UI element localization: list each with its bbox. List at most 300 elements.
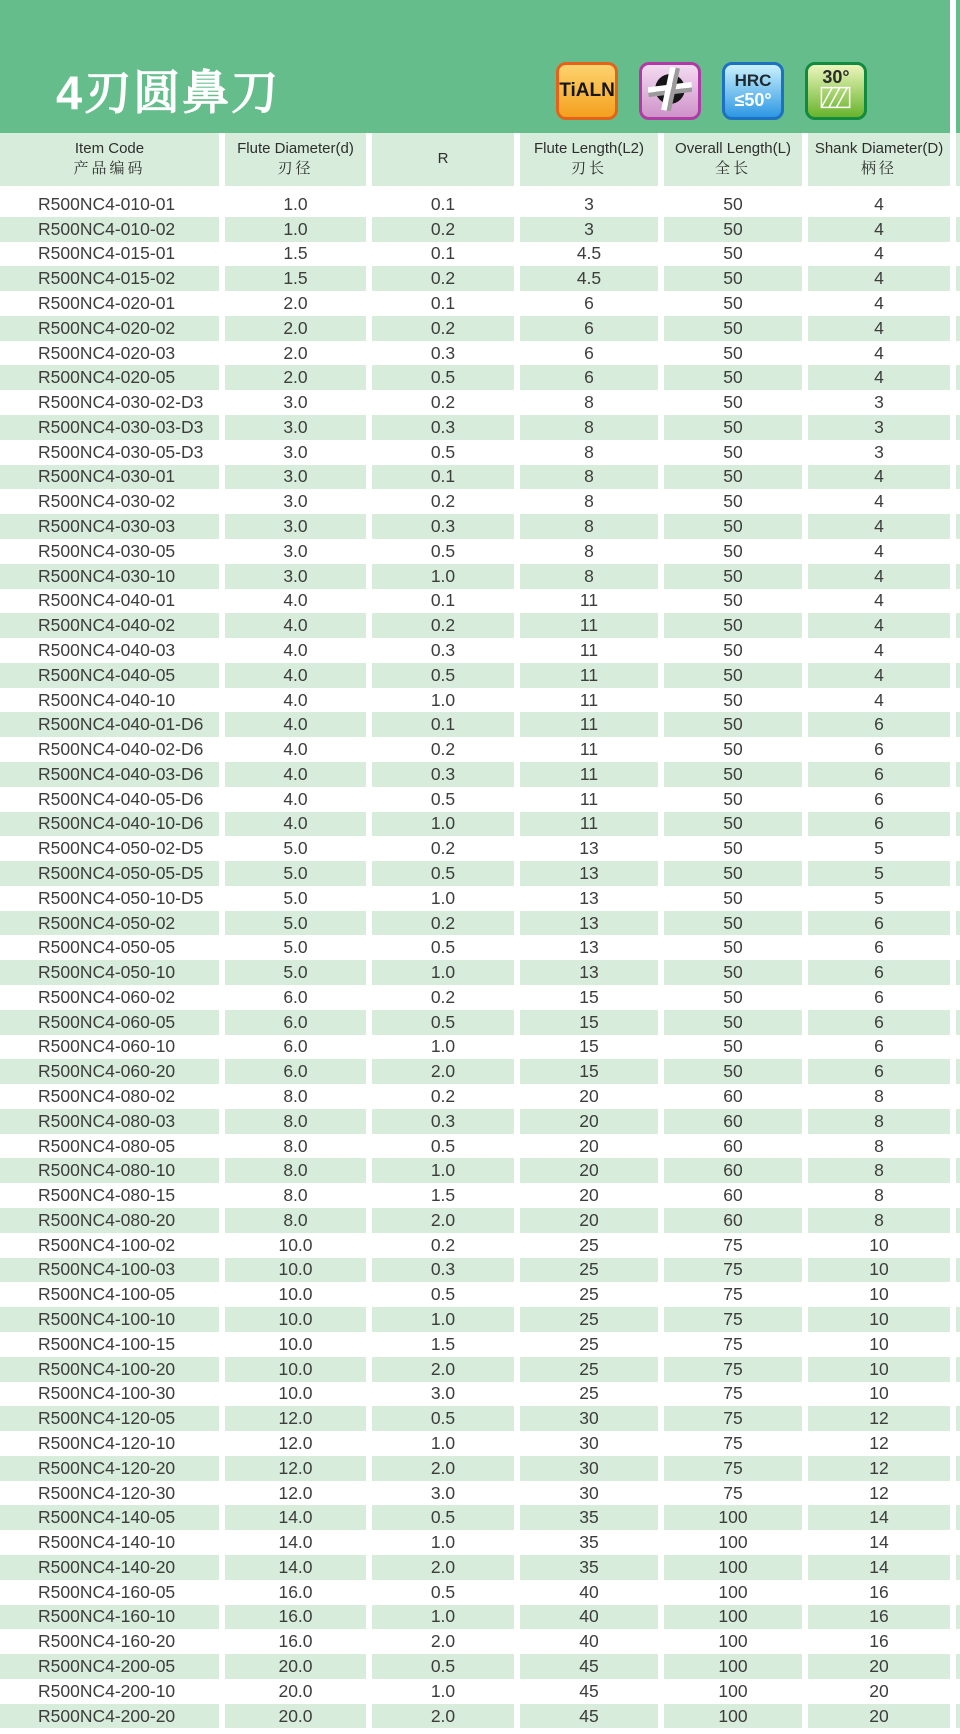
cell-flute-length: 13	[520, 886, 664, 911]
cell-filler	[956, 1505, 960, 1530]
cell-item-code: R500NC4-040-10-D6	[0, 812, 225, 837]
cell-overall-length: 100	[664, 1679, 808, 1704]
table-row	[0, 514, 960, 539]
cell-item-code: R500NC4-030-05-D3	[0, 440, 225, 465]
cell-item-code: R500NC4-015-02	[0, 266, 225, 291]
cell-flute-diameter: 6.0	[225, 985, 372, 1010]
cell-item-code: R500NC4-030-10	[0, 564, 225, 589]
cell-flute-diameter: 4.0	[225, 787, 372, 812]
cell-flute-diameter: 8.0	[225, 1183, 372, 1208]
cell-flute-diameter: 12.0	[225, 1431, 372, 1456]
cell-item-code: R500NC4-050-02-D5	[0, 836, 225, 861]
cell-overall-length: 100	[664, 1605, 808, 1630]
cell-flute-diameter: 10.0	[225, 1382, 372, 1407]
cell-radius: 1.0	[372, 1307, 520, 1332]
cell-flute-diameter: 2.0	[225, 341, 372, 366]
cell-overall-length: 75	[664, 1258, 808, 1283]
cell-overall-length: 50	[664, 291, 808, 316]
cell-overall-length: 60	[664, 1158, 808, 1183]
cell-item-code: R500NC4-140-20	[0, 1555, 225, 1580]
cell-item-code: R500NC4-030-01	[0, 465, 225, 490]
cell-flute-diameter: 12.0	[225, 1406, 372, 1431]
table-row	[0, 1158, 960, 1183]
cell-filler	[956, 911, 960, 936]
cell-overall-length: 50	[664, 1059, 808, 1084]
cell-flute-diameter: 3.0	[225, 564, 372, 589]
cell-filler	[956, 1134, 960, 1159]
table-row	[0, 1456, 960, 1481]
cell-overall-length: 75	[664, 1282, 808, 1307]
cell-item-code: R500NC4-040-10	[0, 688, 225, 713]
cell-overall-length: 50	[664, 886, 808, 911]
cell-shank-diameter: 4	[808, 589, 956, 614]
table-row	[0, 465, 960, 490]
cell-filler	[956, 886, 960, 911]
cell-filler	[956, 1258, 960, 1283]
cell-overall-length: 75	[664, 1481, 808, 1506]
cell-flute-diameter: 8.0	[225, 1109, 372, 1134]
cell-flute-length: 4.5	[520, 266, 664, 291]
cell-filler	[956, 663, 960, 688]
spec-badges	[556, 62, 867, 120]
cell-flute-length: 11	[520, 613, 664, 638]
cell-shank-diameter: 16	[808, 1605, 956, 1630]
table-row	[0, 390, 960, 415]
cell-flute-diameter: 4.0	[225, 712, 372, 737]
cell-item-code: R500NC4-160-10	[0, 1605, 225, 1630]
cell-radius: 3.0	[372, 1382, 520, 1407]
cell-flute-diameter: 16.0	[225, 1629, 372, 1654]
table-row	[0, 192, 960, 217]
cell-filler	[956, 836, 960, 861]
cell-overall-length: 50	[664, 390, 808, 415]
cell-overall-length: 50	[664, 960, 808, 985]
cell-flute-length: 35	[520, 1530, 664, 1555]
cell-filler	[956, 341, 960, 366]
cell-radius: 2.0	[372, 1704, 520, 1729]
cell-item-code: R500NC4-010-02	[0, 217, 225, 242]
table-row	[0, 589, 960, 614]
cell-flute-diameter: 6.0	[225, 1059, 372, 1084]
cell-radius: 1.0	[372, 1158, 520, 1183]
cell-radius: 1.5	[372, 1183, 520, 1208]
cell-flute-length: 15	[520, 1010, 664, 1035]
table-row	[0, 688, 960, 713]
cell-shank-diameter: 12	[808, 1481, 956, 1506]
table-row	[0, 1282, 960, 1307]
cell-flute-length: 11	[520, 787, 664, 812]
cell-filler	[956, 1109, 960, 1134]
cell-flute-diameter: 3.0	[225, 390, 372, 415]
cell-shank-diameter: 4	[808, 242, 956, 267]
table-row	[0, 1580, 960, 1605]
table-row	[0, 1183, 960, 1208]
cell-overall-length: 60	[664, 1084, 808, 1109]
cell-item-code: R500NC4-100-10	[0, 1307, 225, 1332]
cell-item-code: R500NC4-080-20	[0, 1208, 225, 1233]
cell-shank-diameter: 5	[808, 861, 956, 886]
cell-radius: 0.3	[372, 341, 520, 366]
cell-filler	[956, 415, 960, 440]
cell-radius: 2.0	[372, 1555, 520, 1580]
table-row	[0, 812, 960, 837]
cell-overall-length: 75	[664, 1431, 808, 1456]
cell-radius: 0.2	[372, 1233, 520, 1258]
cell-overall-length: 50	[664, 712, 808, 737]
cell-shank-diameter: 8	[808, 1134, 956, 1159]
cell-flute-diameter: 20.0	[225, 1679, 372, 1704]
cell-flute-length: 8	[520, 440, 664, 465]
cell-filler	[956, 1307, 960, 1332]
cell-item-code: R500NC4-200-20	[0, 1704, 225, 1729]
cell-flute-length: 13	[520, 911, 664, 936]
four-flute-cross-section-icon	[648, 67, 692, 116]
cell-flute-length: 8	[520, 415, 664, 440]
table-row	[0, 1035, 960, 1060]
cell-flute-length: 11	[520, 638, 664, 663]
cell-flute-diameter: 4.0	[225, 688, 372, 713]
cell-shank-diameter: 12	[808, 1406, 956, 1431]
cell-radius: 0.1	[372, 465, 520, 490]
cell-flute-diameter: 14.0	[225, 1530, 372, 1555]
table-row	[0, 341, 960, 366]
header-label-zh: 刃长	[570, 159, 607, 177]
header-cell-filler	[956, 133, 960, 186]
cell-shank-diameter: 16	[808, 1580, 956, 1605]
cell-shank-diameter: 3	[808, 415, 956, 440]
cell-shank-diameter: 10	[808, 1282, 956, 1307]
header-cell-flute-length	[520, 133, 664, 186]
cell-filler	[956, 465, 960, 490]
cell-radius: 0.2	[372, 489, 520, 514]
cell-filler	[956, 1654, 960, 1679]
cell-shank-diameter: 6	[808, 787, 956, 812]
cell-overall-length: 50	[664, 935, 808, 960]
cell-flute-diameter: 2.0	[225, 291, 372, 316]
cell-item-code: R500NC4-080-03	[0, 1109, 225, 1134]
header-cell-flute-diameter	[225, 133, 372, 186]
cell-flute-diameter: 12.0	[225, 1456, 372, 1481]
cell-item-code: R500NC4-040-03-D6	[0, 762, 225, 787]
cell-flute-diameter: 10.0	[225, 1332, 372, 1357]
cell-overall-length: 50	[664, 564, 808, 589]
cell-overall-length: 60	[664, 1109, 808, 1134]
cell-item-code: R500NC4-120-10	[0, 1431, 225, 1456]
cell-filler	[956, 1382, 960, 1407]
cell-filler	[956, 1431, 960, 1456]
table-row	[0, 762, 960, 787]
cell-filler	[956, 1233, 960, 1258]
table-row	[0, 1679, 960, 1704]
cell-overall-length: 50	[664, 688, 808, 713]
cell-flute-length: 11	[520, 712, 664, 737]
cell-overall-length: 50	[664, 762, 808, 787]
cell-flute-length: 11	[520, 688, 664, 713]
cell-flute-diameter: 10.0	[225, 1233, 372, 1258]
cell-overall-length: 50	[664, 316, 808, 341]
cell-flute-length: 20	[520, 1208, 664, 1233]
cell-radius: 0.1	[372, 712, 520, 737]
cell-filler	[956, 935, 960, 960]
table-row	[0, 539, 960, 564]
cell-flute-length: 40	[520, 1605, 664, 1630]
cell-shank-diameter: 12	[808, 1431, 956, 1456]
cell-shank-diameter: 3	[808, 390, 956, 415]
cell-shank-diameter: 4	[808, 465, 956, 490]
cell-filler	[956, 242, 960, 267]
cell-shank-diameter: 6	[808, 1035, 956, 1060]
table-header	[0, 133, 960, 186]
cell-flute-diameter: 8.0	[225, 1208, 372, 1233]
cell-shank-diameter: 5	[808, 886, 956, 911]
cell-overall-length: 50	[664, 514, 808, 539]
table-row	[0, 911, 960, 936]
cell-flute-length: 25	[520, 1307, 664, 1332]
cell-shank-diameter: 5	[808, 836, 956, 861]
table-body	[0, 192, 960, 1728]
table-row	[0, 712, 960, 737]
cell-shank-diameter: 4	[808, 217, 956, 242]
cell-shank-diameter: 10	[808, 1233, 956, 1258]
cell-filler	[956, 440, 960, 465]
cell-flute-diameter: 8.0	[225, 1084, 372, 1109]
cell-shank-diameter: 3	[808, 440, 956, 465]
table-row	[0, 638, 960, 663]
cell-flute-diameter: 3.0	[225, 514, 372, 539]
cell-flute-length: 20	[520, 1183, 664, 1208]
cell-filler	[956, 1010, 960, 1035]
cell-overall-length: 50	[664, 985, 808, 1010]
cell-radius: 0.2	[372, 1084, 520, 1109]
cell-flute-length: 20	[520, 1084, 664, 1109]
cell-shank-diameter: 4	[808, 316, 956, 341]
cell-overall-length: 50	[664, 613, 808, 638]
table-row	[0, 1109, 960, 1134]
cell-shank-diameter: 20	[808, 1654, 956, 1679]
table-row	[0, 1654, 960, 1679]
table-row	[0, 1406, 960, 1431]
cell-radius: 1.0	[372, 886, 520, 911]
table-row	[0, 1481, 960, 1506]
cell-flute-length: 11	[520, 589, 664, 614]
table-row	[0, 1629, 960, 1654]
table-row	[0, 1307, 960, 1332]
cell-flute-length: 8	[520, 489, 664, 514]
cell-shank-diameter: 6	[808, 762, 956, 787]
cell-flute-length: 45	[520, 1679, 664, 1704]
cell-flute-length: 40	[520, 1629, 664, 1654]
cell-radius: 0.2	[372, 985, 520, 1010]
cell-radius: 0.5	[372, 365, 520, 390]
cell-flute-diameter: 10.0	[225, 1357, 372, 1382]
cell-overall-length: 50	[664, 341, 808, 366]
cell-flute-diameter: 5.0	[225, 911, 372, 936]
cell-shank-diameter: 8	[808, 1109, 956, 1134]
cell-radius: 1.0	[372, 1679, 520, 1704]
cell-flute-length: 11	[520, 737, 664, 762]
table-row	[0, 415, 960, 440]
cell-flute-length: 13	[520, 836, 664, 861]
cell-shank-diameter: 6	[808, 737, 956, 762]
cell-shank-diameter: 16	[808, 1629, 956, 1654]
cell-flute-diameter: 12.0	[225, 1481, 372, 1506]
cell-filler	[956, 1208, 960, 1233]
cell-flute-length: 8	[520, 390, 664, 415]
table-row	[0, 985, 960, 1010]
cell-flute-diameter: 8.0	[225, 1134, 372, 1159]
table-row	[0, 1059, 960, 1084]
table-row	[0, 1010, 960, 1035]
cell-flute-length: 4.5	[520, 242, 664, 267]
cell-overall-length: 100	[664, 1555, 808, 1580]
cell-filler	[956, 1481, 960, 1506]
cell-flute-length: 15	[520, 1035, 664, 1060]
cell-flute-length: 3	[520, 192, 664, 217]
cell-item-code: R500NC4-040-05	[0, 663, 225, 688]
cell-flute-length: 8	[520, 514, 664, 539]
cell-flute-length: 8	[520, 465, 664, 490]
cell-radius: 0.5	[372, 1134, 520, 1159]
cell-radius: 0.2	[372, 266, 520, 291]
cell-item-code: R500NC4-050-10-D5	[0, 886, 225, 911]
cell-overall-length: 50	[664, 787, 808, 812]
cell-filler	[956, 1580, 960, 1605]
cell-radius: 1.0	[372, 1530, 520, 1555]
cell-flute-length: 25	[520, 1332, 664, 1357]
cell-overall-length: 100	[664, 1530, 808, 1555]
cell-filler	[956, 266, 960, 291]
cell-shank-diameter: 4	[808, 266, 956, 291]
table-row	[0, 266, 960, 291]
cell-item-code: R500NC4-100-15	[0, 1332, 225, 1357]
cell-radius: 0.5	[372, 1505, 520, 1530]
table-row	[0, 1704, 960, 1729]
cell-shank-diameter: 14	[808, 1505, 956, 1530]
cell-flute-length: 6	[520, 365, 664, 390]
cell-shank-diameter: 14	[808, 1530, 956, 1555]
cell-flute-diameter: 1.0	[225, 217, 372, 242]
helix-angle-label: 30°	[822, 66, 850, 87]
cell-item-code: R500NC4-040-01	[0, 589, 225, 614]
cell-shank-diameter: 4	[808, 564, 956, 589]
cell-radius: 3.0	[372, 1481, 520, 1506]
cell-overall-length: 50	[664, 440, 808, 465]
cell-shank-diameter: 10	[808, 1357, 956, 1382]
table-row	[0, 564, 960, 589]
cell-overall-length: 75	[664, 1332, 808, 1357]
cell-item-code: R500NC4-040-02	[0, 613, 225, 638]
cell-radius: 0.3	[372, 514, 520, 539]
cell-filler	[956, 1530, 960, 1555]
table-row	[0, 886, 960, 911]
table-row	[0, 1258, 960, 1283]
coating-badge-label: TiALN	[559, 80, 615, 101]
cell-flute-length: 13	[520, 861, 664, 886]
cell-filler	[956, 688, 960, 713]
cell-flute-length: 6	[520, 291, 664, 316]
cell-overall-length: 50	[664, 836, 808, 861]
cell-radius: 1.0	[372, 960, 520, 985]
cell-filler	[956, 1158, 960, 1183]
table-row	[0, 960, 960, 985]
cell-flute-length: 15	[520, 985, 664, 1010]
hardness-badge-value: ≤50°	[734, 89, 772, 110]
cell-item-code: R500NC4-160-05	[0, 1580, 225, 1605]
cell-flute-length: 15	[520, 1059, 664, 1084]
cell-item-code: R500NC4-015-01	[0, 242, 225, 267]
cell-flute-diameter: 4.0	[225, 812, 372, 837]
cell-filler	[956, 737, 960, 762]
cell-radius: 0.3	[372, 762, 520, 787]
cell-filler	[956, 365, 960, 390]
cell-flute-diameter: 5.0	[225, 886, 372, 911]
cell-flute-length: 20	[520, 1134, 664, 1159]
table-row	[0, 787, 960, 812]
cell-radius: 0.2	[372, 737, 520, 762]
cell-flute-length: 40	[520, 1580, 664, 1605]
cell-filler	[956, 217, 960, 242]
header-label-zh: 全长	[714, 159, 751, 177]
cell-overall-length: 100	[664, 1505, 808, 1530]
cell-item-code: R500NC4-060-20	[0, 1059, 225, 1084]
cell-radius: 0.5	[372, 1406, 520, 1431]
cell-filler	[956, 1084, 960, 1109]
cell-item-code: R500NC4-050-05-D5	[0, 861, 225, 886]
hardness-badge	[722, 62, 784, 120]
table-row	[0, 1605, 960, 1630]
page-title: 4刃圆鼻刀	[56, 66, 281, 119]
cell-flute-diameter: 3.0	[225, 465, 372, 490]
cell-flute-length: 30	[520, 1431, 664, 1456]
cell-filler	[956, 489, 960, 514]
table-row	[0, 1332, 960, 1357]
cell-radius: 2.0	[372, 1456, 520, 1481]
cell-filler	[956, 812, 960, 837]
cell-shank-diameter: 14	[808, 1555, 956, 1580]
cell-item-code: R500NC4-140-05	[0, 1505, 225, 1530]
cell-filler	[956, 316, 960, 341]
cell-item-code: R500NC4-050-05	[0, 935, 225, 960]
table-row	[0, 935, 960, 960]
cell-overall-length: 50	[664, 1035, 808, 1060]
cell-overall-length: 75	[664, 1357, 808, 1382]
table-row	[0, 291, 960, 316]
cell-radius: 0.1	[372, 242, 520, 267]
cell-shank-diameter: 6	[808, 812, 956, 837]
cell-overall-length: 50	[664, 589, 808, 614]
cell-flute-diameter: 16.0	[225, 1580, 372, 1605]
cell-overall-length: 50	[664, 365, 808, 390]
cell-item-code: R500NC4-100-03	[0, 1258, 225, 1283]
cell-radius: 1.0	[372, 1605, 520, 1630]
cell-flute-diameter: 5.0	[225, 836, 372, 861]
cell-flute-diameter: 3.0	[225, 415, 372, 440]
cell-shank-diameter: 12	[808, 1456, 956, 1481]
coating-badge	[556, 62, 618, 120]
cell-item-code: R500NC4-050-02	[0, 911, 225, 936]
cell-filler	[956, 1282, 960, 1307]
cell-filler	[956, 1035, 960, 1060]
cell-item-code: R500NC4-120-05	[0, 1406, 225, 1431]
cell-flute-diameter: 10.0	[225, 1258, 372, 1283]
cell-item-code: R500NC4-120-20	[0, 1456, 225, 1481]
cell-overall-length: 75	[664, 1233, 808, 1258]
table-row	[0, 242, 960, 267]
table-row	[0, 440, 960, 465]
cell-radius: 1.0	[372, 688, 520, 713]
cell-flute-length: 8	[520, 539, 664, 564]
cell-overall-length: 50	[664, 812, 808, 837]
